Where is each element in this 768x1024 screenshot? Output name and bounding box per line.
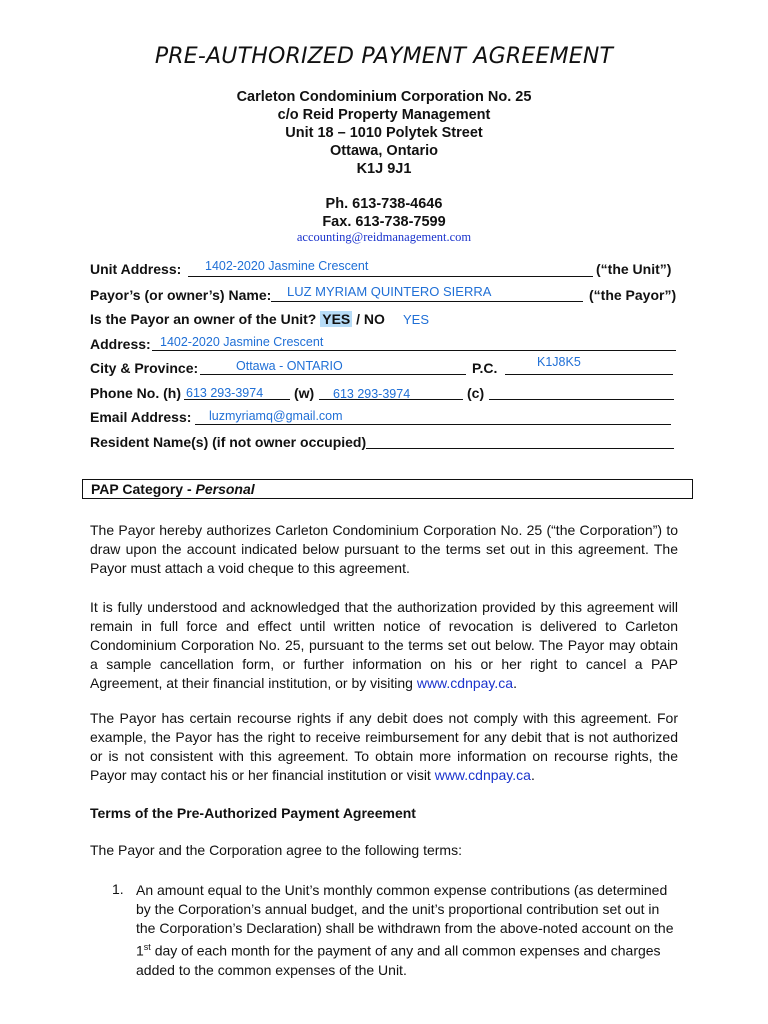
owner-question-label [90, 311, 385, 327]
city-province-line [200, 374, 466, 375]
cdnpay-link-2[interactable]: www.cdnpay.ca [434, 767, 531, 783]
postal-code-line [505, 374, 673, 375]
phone-work-field[interactable]: 613 293-3974 [333, 387, 411, 401]
pap-category-value: Personal [195, 481, 255, 497]
email-field[interactable]: luzmyriamq@gmail.com [209, 409, 343, 423]
unit-address-label: Unit Address: [90, 261, 182, 277]
phone-home-label: Phone No. (h) [90, 385, 181, 401]
term-1-text: An amount equal to the Unit’s monthly common expense contributions (as determined by the Corporation’s annual budget, and the unit’s proportional contribution set out in the Corporation’s Declaration) shall be withdrawn from the above-noted account on the 1st day of each month for the payment of any and all common expenses and charges added to the common expenses of the Unit. [136, 882, 674, 978]
unit-address-line [188, 276, 593, 277]
owner-question-text: Is the Payor an owner of the Unit? [90, 311, 317, 327]
owner-answer-field[interactable]: YES [403, 312, 430, 327]
payor-name-field[interactable]: LUZ MYRIAM QUINTERO SIERRA [287, 284, 492, 299]
pap-category-label: PAP Category - [91, 481, 196, 497]
phone-line: Ph. 613-738-4646 [325, 196, 443, 212]
postal-code-field[interactable]: K1J8K5 [537, 355, 581, 369]
unit-suffix: (“the Unit”) [596, 261, 672, 277]
address-field[interactable]: 1402-2020 Jasmine Crescent [160, 335, 324, 349]
cdnpay-link-1[interactable]: www.cdnpay.ca [416, 675, 514, 691]
city-line: Ottawa, Ontario [330, 143, 438, 159]
recourse-paragraph: The Payor has certain recourse rights if any debit does not comply with this agreement. For example, the Payor has the right to receive reimbursement for any debit that is not authorized or is not consistent with this agreement. To obtain more information on recourse rights, the Payor may contact his or her financial institution or visit www.cdnpay.ca. [90, 710, 678, 783]
email-label: Email Address: [90, 409, 192, 425]
street-address: Unit 18 – 1010 Polytek Street [285, 125, 483, 141]
terms-intro: The Payor and the Corporation agree to the following terms: [90, 842, 462, 858]
fax-line: Fax. 613-738-7599 [322, 214, 446, 230]
resident-names-label: Resident Name(s) (if not owner occupied) [90, 434, 367, 450]
phone-work-label: (w) [294, 385, 315, 401]
postal-code-label: P.C. [472, 360, 498, 376]
terms-heading: Terms of the Pre-Authorized Payment Agreement [90, 805, 416, 821]
pap-category-box [82, 479, 693, 499]
payor-name-line [271, 301, 583, 302]
phone-home-field[interactable]: 613 293-3974 [186, 386, 264, 400]
resident-names-field[interactable] [366, 448, 674, 449]
city-province-label: City & Province: [90, 360, 199, 376]
revocation-paragraph: It is fully understood and acknowledged that the authorization provided by this agreement will remain in full force and effect until written notice of revocation is delivered to Carleton Condominium Corporation No. 25, pursuant to the terms set out below. The Payor may obtain a sample cancellation form, or further information on his or her right to cancel a PAP Agreement, at their financial institution, or by visiting www.cdnpay.ca. [90, 599, 678, 691]
address-line [152, 350, 676, 351]
phone-cell-field[interactable] [489, 399, 674, 400]
care-of-line: c/o Reid Property Management [277, 107, 491, 123]
payor-name-label: Payor’s (or owner’s) Name: [90, 287, 272, 303]
email-line [195, 424, 671, 425]
city-province-field[interactable]: Ottawa - ONTARIO [236, 359, 343, 373]
postal-code: K1J 9J1 [356, 161, 412, 177]
authorization-paragraph: The Payor hereby authorizes Carleton Condominium Corporation No. 25 (“the Corporation”) to draw upon the account indicated below pursuant to the terms set out in this agreement. The Payor must attach a void cheque to this agreement. [90, 522, 678, 576]
unit-address-field[interactable]: 1402-2020 Jasmine Crescent [205, 259, 369, 273]
address-label: Address: [90, 336, 151, 352]
corporation-name: Carleton Condominium Corporation No. 25 [236, 89, 532, 105]
document-title: PRE-AUTHORIZED PAYMENT AGREEMENT [154, 44, 614, 69]
payor-suffix: (“the Payor”) [589, 287, 677, 303]
owner-yes-option[interactable]: YES [322, 311, 351, 327]
contact-email-link[interactable]: accounting@reidmanagement.com [296, 230, 472, 244]
owner-no-option[interactable]: / NO [356, 311, 385, 327]
phone-cell-label: (c) [467, 385, 485, 401]
term-1-number: 1. [112, 881, 124, 897]
